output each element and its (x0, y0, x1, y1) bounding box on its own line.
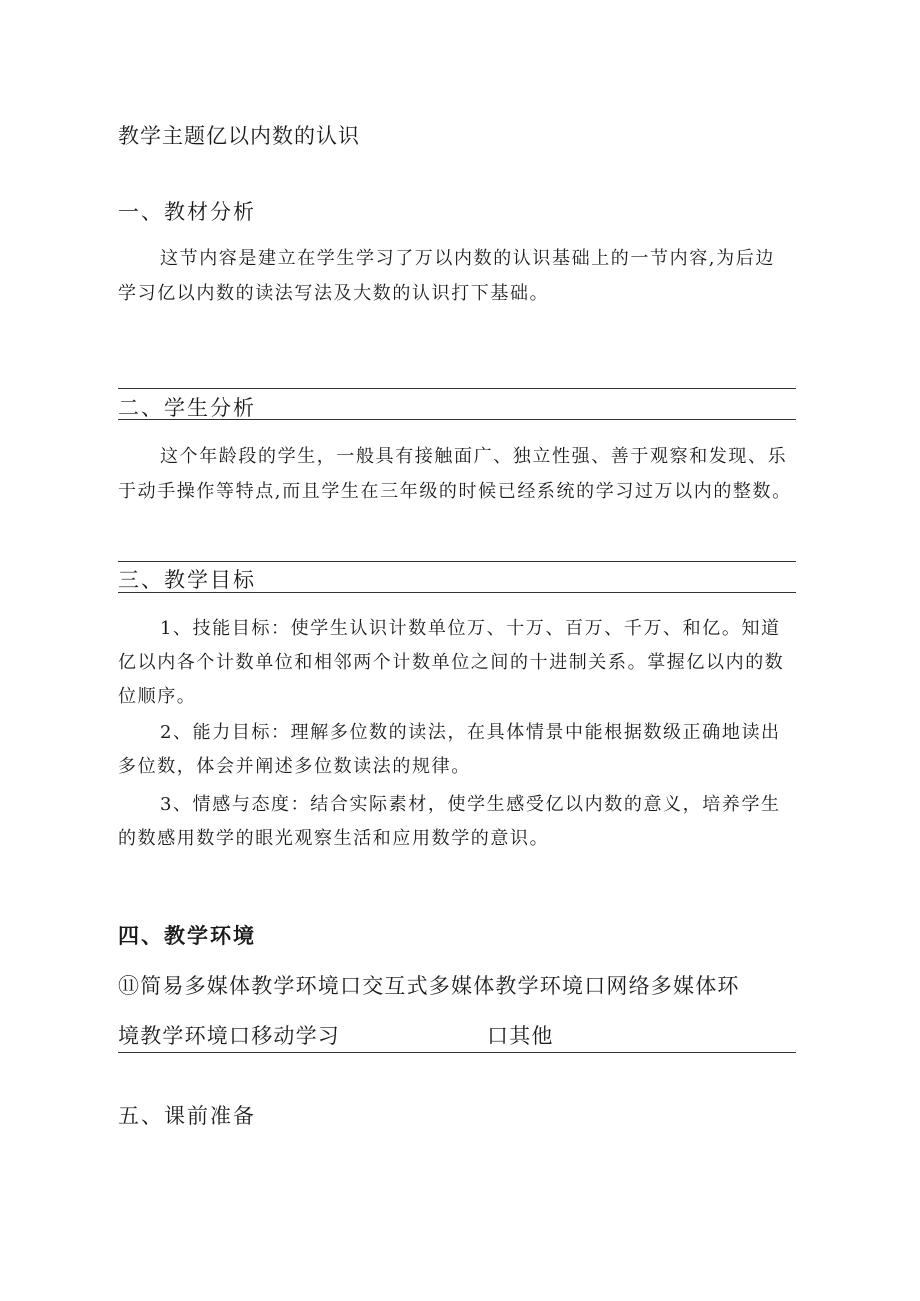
section-divider (118, 561, 796, 562)
section-heading-teaching-environment: 四、教学环境 (118, 923, 256, 948)
goal-ability-line: 2、能力目标：理解多位数的读法，在具体情景中能根据数级正确地读出 (160, 722, 781, 743)
section-divider (118, 1052, 796, 1053)
section-divider (118, 388, 796, 389)
goal-skill-line: 亿以内各个计数单位和相邻两个计数单位之间的十进制关系。掌握亿以内的数 (118, 652, 785, 673)
section-divider (118, 592, 796, 593)
goal-attitude-line: 3、情感与态度：结合实际素材，使学生感受亿以内数的意义，培养学生 (160, 794, 781, 815)
environment-options-line: ⑪简易多媒体教学环境口交互式多媒体教学环境口网络多媒体环 (118, 974, 740, 998)
paragraph-line: 这节内容是建立在学生学习了万以内数的认识基础上的一节内容,为后边 (160, 248, 775, 269)
paragraph-line: 于动手操作等特点,而且学生在三年级的时候已经系统的学习过万以内的整数。 (118, 481, 792, 502)
goal-skill-line: 位顺序。 (118, 686, 197, 707)
section-heading-student-analysis: 二、学生分析 (118, 396, 256, 420)
page-title: 教学主题亿以内数的认识 (118, 124, 360, 148)
goal-attitude-line: 的数感用数学的眼光观察生活和应用数学的意识。 (118, 828, 550, 849)
paragraph-line: 这个年龄段的学生，一般具有接触面广、独立性强、善于观察和发现、乐 (160, 446, 788, 467)
section-divider (118, 419, 796, 420)
goal-skill-line: 1、技能目标：使学生认识计数单位万、十万、百万、千万、和亿。知道 (160, 618, 781, 639)
section-heading-class-preparation: 五、课前准备 (118, 1104, 256, 1128)
section-heading-materials-analysis: 一、教材分析 (118, 200, 256, 224)
environment-option-other: 口其他 (487, 1024, 554, 1048)
section-heading-teaching-goals: 三、教学目标 (118, 568, 256, 592)
goal-ability-line: 多位数，体会并阐述多位数读法的规律。 (118, 756, 471, 777)
environment-options-line: 境教学环境口移动学习 (118, 1024, 340, 1048)
paragraph-line: 学习亿以内数的读法写法及大数的认识打下基础。 (118, 283, 550, 304)
